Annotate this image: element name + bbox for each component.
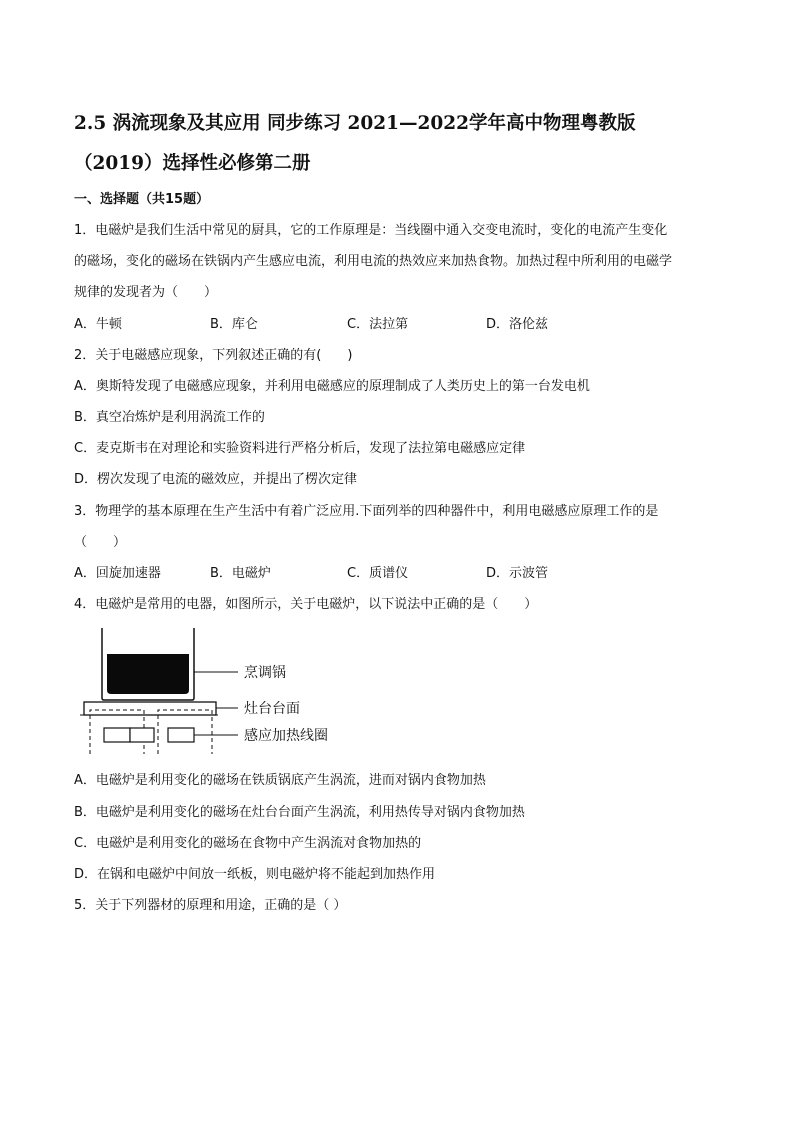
q4-option-b[interactable]: B．电磁炉是利用变化的磁场在灶台台面产生涡流，利用热传导对锅内食物加热	[74, 805, 525, 820]
q1-stem-line-2: 的磁场，变化的磁场在铁锅内产生感应电流，利用电流的热效应来加热食物。加热过程中所利用的电磁学	[74, 254, 673, 269]
q1-options	[74, 313, 734, 333]
label-heating-coil: 感应加热线圈	[244, 728, 328, 744]
q2-stem: 2．关于电磁感应现象，下列叙述正确的有( )	[74, 348, 353, 363]
q1-option-a[interactable]: A．牛顿	[74, 317, 122, 332]
q4-option-a[interactable]: A．电磁炉是利用变化的磁场在铁质锅底产生涡流，进而对锅内食物加热	[74, 773, 486, 788]
q4-option-d[interactable]: D．在锅和电磁炉中间放一纸板，则电磁炉将不能起到加热作用	[74, 867, 436, 882]
label-cooking-pot: 烹调锅	[244, 665, 286, 681]
q3-options	[74, 562, 734, 582]
title-line-1: 2.5 涡流现象及其应用 同步练习 2021—2022学年高中物理粤教版	[74, 113, 636, 134]
pot-contents	[107, 654, 189, 694]
induction-cooker-figure	[80, 624, 380, 754]
q1-stem-line-3: 规律的发现者为（ ）	[74, 285, 218, 300]
title-line-2: （2019）选择性必修第二册	[74, 153, 311, 174]
q2-option-d[interactable]: D．楞次发现了电流的磁效应，并提出了楞次定律	[74, 472, 358, 487]
q1-option-c[interactable]: C．法拉第	[347, 317, 409, 332]
q2-option-a[interactable]: A．奥斯特发现了电磁感应现象，并利用电磁感应的原理制成了人类历史上的第一台发电机	[74, 379, 590, 394]
q1-stem-line-1: 1．电磁炉是我们生活中常见的厨具，它的工作原理是：当线圈中通入交变电流时，变化的电流产生变化	[74, 223, 668, 238]
coil-segment-1	[104, 728, 130, 742]
q4-stem: 4．电磁炉是常用的电器，如图所示，关于电磁炉，以下说法中正确的是（ ）	[74, 597, 538, 612]
q2-option-b[interactable]: B．真空冶炼炉是利用涡流工作的	[74, 410, 265, 425]
q1-option-d[interactable]: D．洛伦兹	[486, 317, 549, 332]
section-heading: 一、选择题（共15题）	[74, 192, 210, 207]
q4-option-c[interactable]: C．电磁炉是利用变化的磁场在食物中产生涡流对食物加热的	[74, 836, 422, 851]
q3-option-d[interactable]: D．示波管	[486, 566, 549, 581]
q3-option-b[interactable]: B．电磁炉	[210, 566, 271, 581]
stove-top-plate	[84, 702, 216, 715]
q3-stem-line-1: 3．物理学的基本原理在生产生活中有着广泛应用.下面列举的四种器件中，利用电磁感应原理工作的是	[74, 504, 659, 519]
label-stove-top: 灶台台面	[244, 701, 300, 717]
q2-option-c[interactable]: C．麦克斯韦在对理论和实验资料进行严格分析后，发现了法拉第电磁感应定律	[74, 441, 526, 456]
q5-stem: 5．关于下列器材的原理和用途，正确的是（ ）	[74, 898, 347, 913]
document-title	[74, 104, 734, 184]
q3-option-c[interactable]: C．质谱仪	[347, 566, 409, 581]
q1-option-b[interactable]: B．库仑	[210, 317, 258, 332]
coil-segment-2	[130, 728, 154, 742]
q3-option-a[interactable]: A．回旋加速器	[74, 566, 161, 581]
q3-stem-line-2: （ ）	[74, 535, 127, 550]
induction-cooker-diagram	[80, 624, 380, 754]
coil-segment-3	[168, 728, 194, 742]
